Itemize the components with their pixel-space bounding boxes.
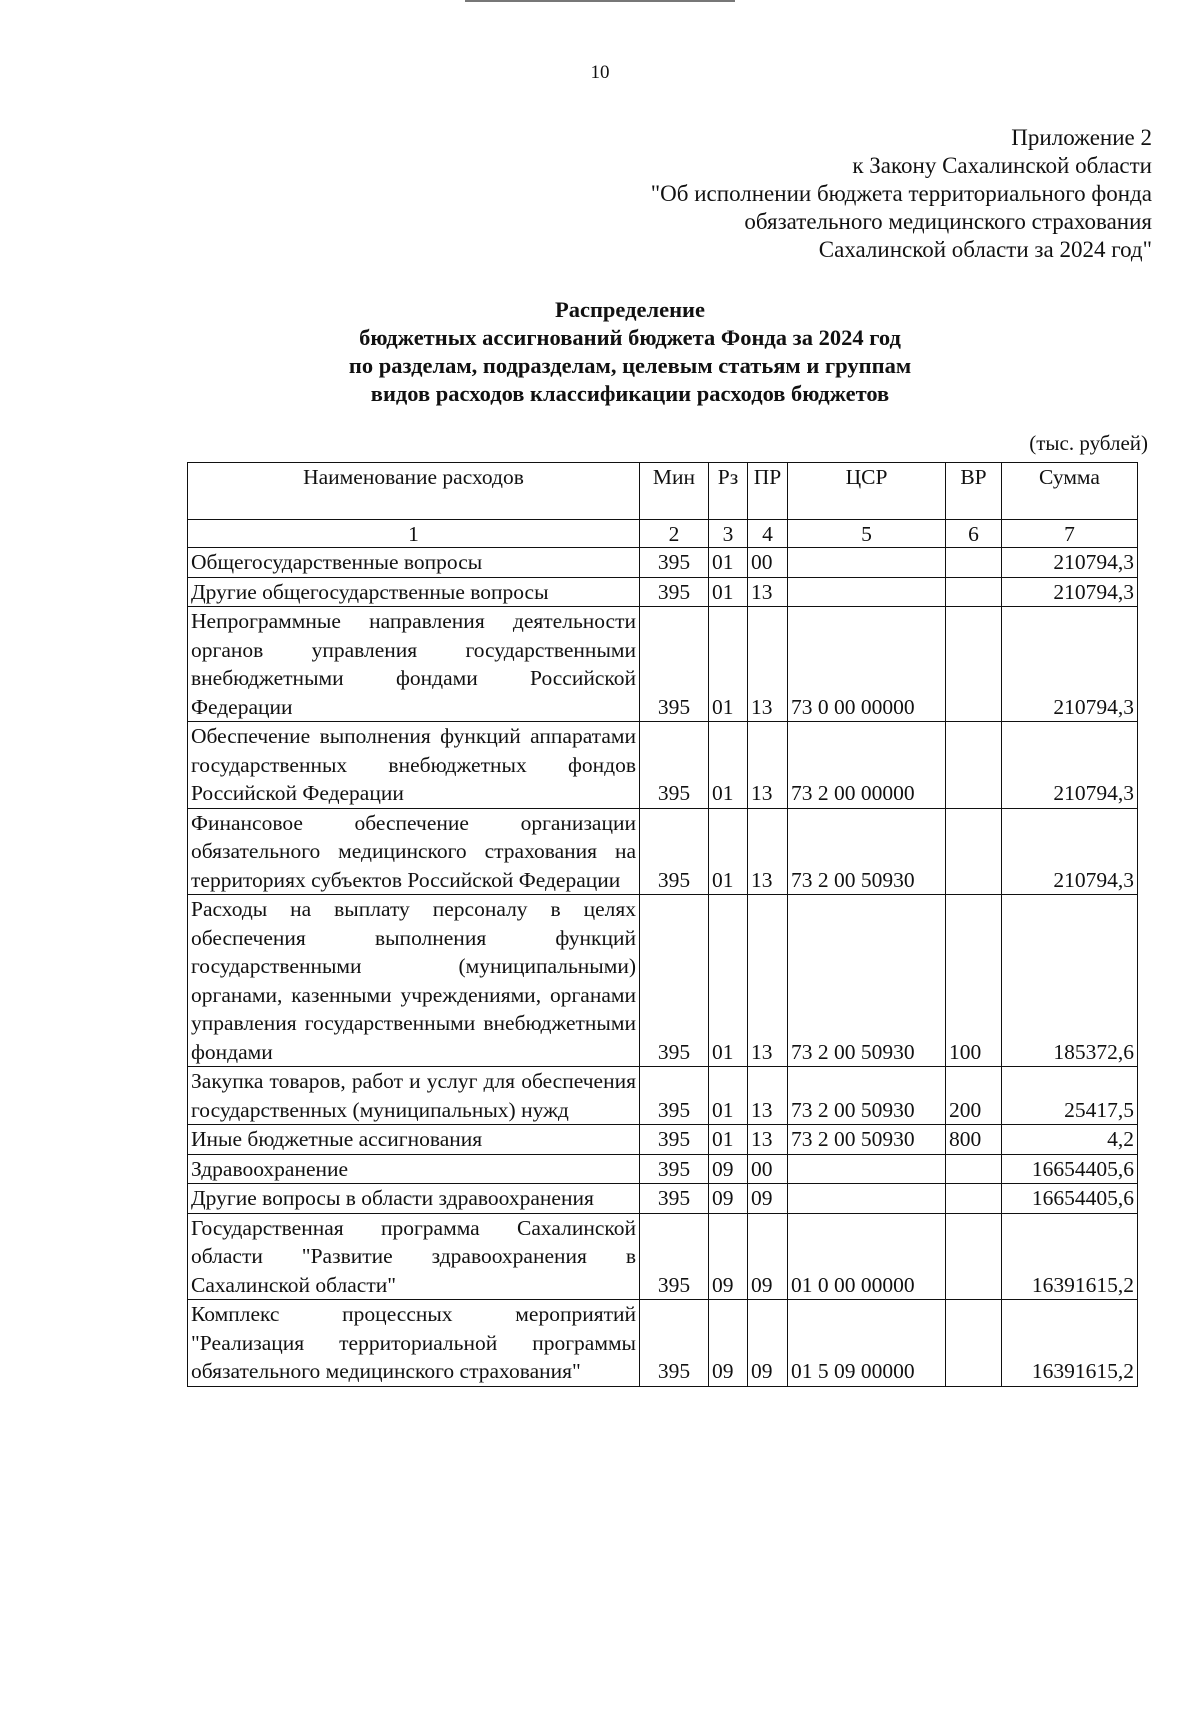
header-pr: ПР xyxy=(748,463,788,520)
table-row xyxy=(188,1154,1138,1184)
row-rz: 09 xyxy=(709,1300,748,1387)
row-rz: 01 xyxy=(709,1067,748,1125)
row-csr xyxy=(788,1184,946,1214)
row-sum: 16654405,6 xyxy=(1002,1154,1138,1184)
table-row xyxy=(188,1213,1138,1300)
column-number: 7 xyxy=(1002,520,1138,548)
row-csr: 73 2 00 50930 xyxy=(788,895,946,1067)
row-pr: 13 xyxy=(748,1125,788,1155)
row-pr: 00 xyxy=(748,548,788,578)
header-vr: ВР xyxy=(946,463,1002,520)
page-number: 10 xyxy=(590,62,610,83)
row-name: Другие общегосударственные вопросы xyxy=(188,577,640,607)
row-min: 395 xyxy=(640,548,709,578)
row-name: Здравоохранение xyxy=(188,1154,640,1184)
row-name: Финансовое обеспечение организации обязательного медицинского страхования на территориях субъектов Российской Федерации xyxy=(188,808,640,895)
row-min: 395 xyxy=(640,1184,709,1214)
row-rz: 09 xyxy=(709,1154,748,1184)
row-vr xyxy=(946,722,1002,809)
row-csr: 01 0 00 00000 xyxy=(788,1213,946,1300)
row-vr xyxy=(946,1154,1002,1184)
row-csr: 73 2 00 50930 xyxy=(788,1067,946,1125)
row-vr xyxy=(946,808,1002,895)
column-number: 1 xyxy=(188,520,640,548)
top-rule xyxy=(465,0,735,2)
row-pr: 09 xyxy=(748,1213,788,1300)
row-sum: 4,2 xyxy=(1002,1125,1138,1155)
row-sum: 25417,5 xyxy=(1002,1067,1138,1125)
row-rz: 01 xyxy=(709,548,748,578)
column-number: 4 xyxy=(748,520,788,548)
title-line: видов расходов классификации расходов бюджетов xyxy=(370,381,890,406)
column-number-row xyxy=(188,520,1138,548)
row-pr: 09 xyxy=(748,1300,788,1387)
title-line: по разделам, подразделам, целевым статьям и группам xyxy=(348,353,912,378)
table-header-row xyxy=(188,463,1138,520)
title-line: бюджетных ассигнований бюджета Фонда за 2024 год xyxy=(359,325,901,350)
row-sum: 210794,3 xyxy=(1002,722,1138,809)
document-title xyxy=(0,296,1200,408)
row-sum: 16391615,2 xyxy=(1002,1300,1138,1387)
title-line: Распределение xyxy=(554,297,706,322)
row-min: 395 xyxy=(640,1213,709,1300)
units-label: (тыс. рублей) xyxy=(1029,431,1148,455)
row-vr xyxy=(946,548,1002,578)
row-pr: 13 xyxy=(748,577,788,607)
row-min: 395 xyxy=(640,577,709,607)
row-name: Другие вопросы в области здравоохранения xyxy=(188,1184,640,1214)
row-min: 395 xyxy=(640,1067,709,1125)
row-name: Обеспечение выполнения функций аппаратами государственных внебюджетных фондов Российской Федерации xyxy=(188,722,640,809)
row-name: Государственная программа Сахалинской области "Развитие здравоохранения в Сахалинской области" xyxy=(188,1213,640,1300)
row-sum: 210794,3 xyxy=(1002,548,1138,578)
row-pr: 09 xyxy=(748,1184,788,1214)
row-sum: 16391615,2 xyxy=(1002,1213,1138,1300)
column-number: 3 xyxy=(709,520,748,548)
row-sum: 210794,3 xyxy=(1002,577,1138,607)
row-pr: 13 xyxy=(748,1067,788,1125)
appendix-header xyxy=(651,124,1152,264)
budget-table xyxy=(187,462,1138,1387)
table-row xyxy=(188,607,1138,722)
row-min: 395 xyxy=(640,1300,709,1387)
table-row xyxy=(188,895,1138,1067)
row-min: 395 xyxy=(640,1125,709,1155)
row-vr xyxy=(946,1300,1002,1387)
row-rz: 09 xyxy=(709,1184,748,1214)
row-csr xyxy=(788,1154,946,1184)
row-min: 395 xyxy=(640,607,709,722)
row-pr: 13 xyxy=(748,607,788,722)
table-row xyxy=(188,1125,1138,1155)
row-sum: 16654405,6 xyxy=(1002,1184,1138,1214)
row-name: Общегосударственные вопросы xyxy=(188,548,640,578)
table-row xyxy=(188,808,1138,895)
row-vr: 100 xyxy=(946,895,1002,1067)
appendix-line: Сахалинской области за 2024 год" xyxy=(818,237,1152,262)
row-min: 395 xyxy=(640,722,709,809)
row-rz: 09 xyxy=(709,1213,748,1300)
table-row xyxy=(188,1184,1138,1214)
table-row xyxy=(188,1067,1138,1125)
row-rz: 01 xyxy=(709,808,748,895)
row-rz: 01 xyxy=(709,607,748,722)
row-vr xyxy=(946,1213,1002,1300)
row-rz: 01 xyxy=(709,1125,748,1155)
row-pr: 00 xyxy=(748,1154,788,1184)
appendix-line: обязательного медицинского страхования xyxy=(744,209,1152,234)
header-csr: ЦСР xyxy=(788,463,946,520)
row-sum: 210794,3 xyxy=(1002,607,1138,722)
row-csr: 73 2 00 00000 xyxy=(788,722,946,809)
header-name: Наименование расходов xyxy=(188,463,640,520)
row-csr: 01 5 09 00000 xyxy=(788,1300,946,1387)
row-csr xyxy=(788,548,946,578)
row-min: 395 xyxy=(640,1154,709,1184)
row-csr: 73 2 00 50930 xyxy=(788,1125,946,1155)
header-rz: Рз xyxy=(709,463,748,520)
row-min: 395 xyxy=(640,895,709,1067)
row-rz: 01 xyxy=(709,722,748,809)
appendix-line: Приложение 2 xyxy=(1011,125,1152,150)
row-vr xyxy=(946,607,1002,722)
row-pr: 13 xyxy=(748,808,788,895)
table-row xyxy=(188,722,1138,809)
table-row xyxy=(188,1300,1138,1387)
column-number: 5 xyxy=(788,520,946,548)
row-csr xyxy=(788,577,946,607)
header-min: Мин xyxy=(640,463,709,520)
row-rz: 01 xyxy=(709,577,748,607)
row-csr: 73 0 00 00000 xyxy=(788,607,946,722)
row-pr: 13 xyxy=(748,895,788,1067)
row-rz: 01 xyxy=(709,895,748,1067)
column-number: 6 xyxy=(946,520,1002,548)
appendix-line: к Закону Сахалинской области xyxy=(852,153,1152,178)
table-row xyxy=(188,577,1138,607)
row-vr: 200 xyxy=(946,1067,1002,1125)
row-sum: 210794,3 xyxy=(1002,808,1138,895)
row-min: 395 xyxy=(640,808,709,895)
row-pr: 13 xyxy=(748,722,788,809)
row-sum: 185372,6 xyxy=(1002,895,1138,1067)
row-vr: 800 xyxy=(946,1125,1002,1155)
row-vr xyxy=(946,577,1002,607)
header-sum: Сумма xyxy=(1002,463,1138,520)
row-name: Расходы на выплату персоналу в целях обеспечения выполнения функций государственными (муниципальными) органами, казенными учреждениями, органами управления государственными внебюджетными фондами xyxy=(188,895,640,1067)
table-row xyxy=(188,548,1138,578)
row-vr xyxy=(946,1184,1002,1214)
row-name: Комплекс процессных мероприятий "Реализация территориальной программы обязательного медицинского страхования" xyxy=(188,1300,640,1387)
appendix-line: "Об исполнении бюджета территориального фонда xyxy=(650,181,1152,206)
row-csr: 73 2 00 50930 xyxy=(788,808,946,895)
row-name: Непрограммные направления деятельности органов управления государственными внебюджетными фондами Российской Федерации xyxy=(188,607,640,722)
column-number: 2 xyxy=(640,520,709,548)
row-name: Иные бюджетные ассигнования xyxy=(188,1125,640,1155)
row-name: Закупка товаров, работ и услуг для обеспечения государственных (муниципальных) нужд xyxy=(188,1067,640,1125)
